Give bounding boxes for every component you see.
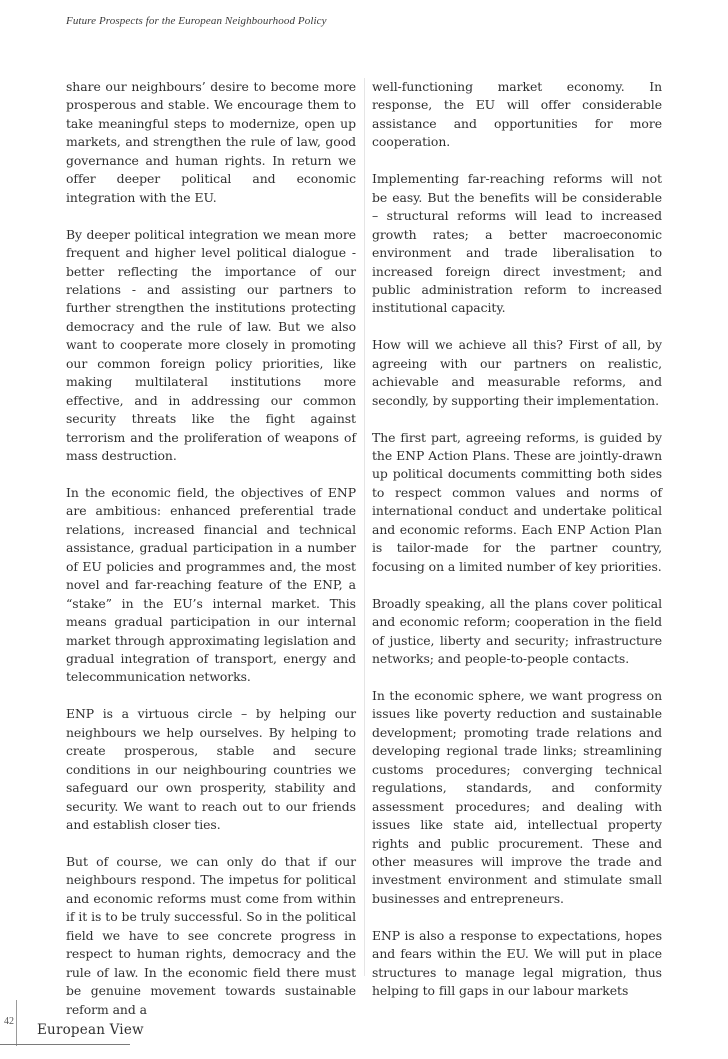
right-paragraph-1: well-functioning market economy. In response, the EU will offer considerable assistance and opportunities for more cooperation. [372,79,662,150]
left-paragraph-4: ENP is a virtuous circle – by helping our neighbours we help ourselves. By helping to create prosperous, stable and secure conditions in our neighbouring countries we safeguard our own prosperity, stability and security. We want to reach out to our friends and establish closer ties. [66,706,356,833]
right-paragraph-7: ENP is also a response to expectations, hopes and fears within the EU. We will put in place structures to manage legal migration, thus helping to fill gaps in our labour markets [372,927,662,999]
left-paragraph-3: In the economic field, the objectives of ENP are ambitious: enhanced preferential trade relations, increased financial and technical assistance, gradual participation in a number of EU policies and programmes and, the most novel and far-reaching feature of the ENP, a “stake” in the EU’s internal market. This means gradual participation in our internal market through approximating legislation and gradual integration of transport, energy and telecommunication networks. [66,484,356,685]
left-paragraph-2: By deeper political integration we mean more frequent and higher level political dialogue - better reflecting the importance of our relations - and assisting our partners to further strengthen the institutions protecting democracy and the rule of law. But we also want to cooperate more closely in promoting our common foreign policy priorities, like making multilateral institutions more effective, and in addressing our common security threats like the fight against terrorism and the proliferation of weapons of mass destruction. [66,226,356,464]
column-divider [364,78,365,976]
right-paragraph-3: How will we achieve all this? First of all, by agreeing with our partners on realistic, achievable and measurable reforms, and secondly, by supporting their implementation. [372,337,662,408]
running-header: Future Prospects for the European Neighbourhood Policy [66,15,327,27]
footer-vertical-rule [16,1000,17,1046]
publication-title: European View [37,1022,144,1038]
footer-horizontal-rule [0,1044,130,1045]
right-paragraph-6: In the economic sphere, we want progress on issues like poverty reduction and sustainable development; promoting trade relations and developing regional trade links; streamlining customs procedures; converging technical regulations, standards, and conformity assessment procedures; and dealing with issues like state aid, intellectual property rights and public procurement. These and other measures will improve the trade and investment environment and stimulate small businesses and entrepreneurs. [372,687,662,906]
right-column [372,78,662,1001]
right-paragraph-5: Broadly speaking, all the plans cover political and economic reform; cooperation in the field of justice, liberty and security; infrastructure networks; and people-to-people contacts. [372,595,662,666]
page-number: 42 [4,1016,14,1027]
right-paragraph-4: The first part, agreeing reforms, is guided by the ENP Action Plans. These are jointly-drawn up political documents committing both sides to respect common values and norms of international conduct and undertake political and economic reforms. Each ENP Action Plan is tailor-made for the partner country, focusing on a limited number of key priorities. [372,429,662,574]
right-paragraph-2: Implementing far-reaching reforms will not be easy. But the benefits will be considerable – structural reforms will lead to increased growth rates; a better macroeconomic environment and trade liberalisation to increased foreign direct investment; and public administration reform to increased institutional capacity. [372,171,662,316]
left-paragraph-5: But of course, we can only do that if our neighbours respond. The impetus for political and economic reforms must come from within if it is to be truly successful. So in the political field we have to see concrete progress in respect to human rights, democracy and the rule of law. In the economic field there must be genuine movement towards sustainable reform and a [66,853,356,1017]
left-paragraph-1: share our neighbours’ desire to become more prosperous and stable. We encourage them to take meaningful steps to modernize, open up markets, and strengthen the rule of law, good governance and human rights. In return we offer deeper political and economic integration with the EU. [66,79,356,205]
left-column [66,78,356,1019]
